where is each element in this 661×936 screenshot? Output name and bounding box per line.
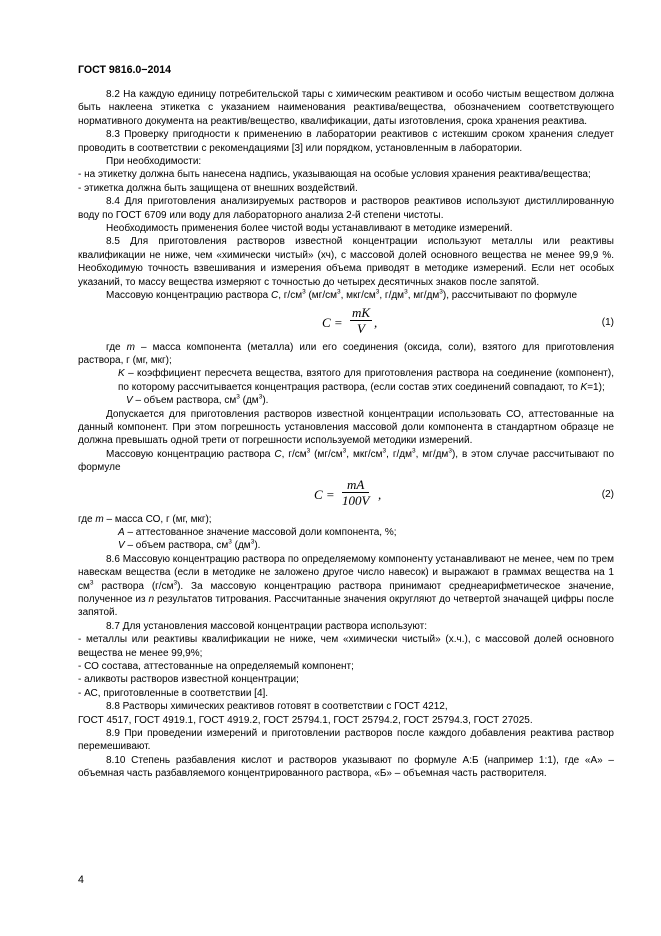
formula-lhs: C = bbox=[314, 486, 335, 502]
document-body bbox=[78, 88, 614, 781]
definition-a: A – аттестованное значение массовой доли компонента, %; bbox=[118, 526, 397, 538]
equation-number: (2) bbox=[601, 488, 614, 500]
formula-1: C = $\frac{mK}{V}$ , (1) bbox=[322, 304, 614, 336]
formula-lhs: C = bbox=[322, 314, 343, 330]
formula-numerator: mA bbox=[342, 477, 369, 493]
definition-v: V – объем раствора, $см^3$ $(дм^3)$. bbox=[118, 539, 261, 552]
formula-2: C = $\frac{mA}{100V}$ , (2) bbox=[314, 476, 614, 508]
list-item: - этикетка должна быть защищена от внешних воздействий. bbox=[78, 182, 358, 194]
formula-denominator: 100V bbox=[342, 492, 370, 508]
definition-m: где m – масса СО, г (мг, мкг); bbox=[78, 513, 212, 525]
paragraph-formula2-intro: Массовую концентрацию раствора C, $г/см^3$ ($мг/см^3$, мкг/$см^3$, $г/дм^3$, $мг/дм^3$), в этом случае рассчитывают по формуле bbox=[78, 447, 615, 474]
paragraph-8-8: 8.8 Растворы химических реактивов готовят в соответствии с ГОСТ 4212, bbox=[106, 701, 448, 713]
formula-denominator: V bbox=[357, 320, 365, 336]
formula-numerator: mK bbox=[352, 304, 371, 320]
definition-m: где m – масса компонента (металла) или его соединения (оксида, соли), взятого для приготовления раствора, г (мг, мкг); bbox=[78, 341, 614, 366]
paragraph-8-6: 8.6 Массовую концентрацию раствора по определяемому компоненту устанавливают не менее, чем по трем навескам вещества (если в методике не заложено другое число навесок) и выражают в граммах вещества на 1 $см^3$ раствора $(г/см^3)$. За массовую концентрацию раствора принимают среднеарифметическое значение, полученное из n результатов титрования. Рассчитанные значения округляют до четвертой значащей цифры после запятой. bbox=[78, 553, 614, 619]
paragraph-if-needed: При необходимости: bbox=[106, 156, 202, 168]
list-item: - АС, приготовленные в соответствии [4]. bbox=[78, 687, 269, 699]
paragraph-8-9: 8.9 При проведении измерений и приготовлении растворов после каждого добавления реактива раствор перемешивают. bbox=[78, 728, 614, 753]
definition-k: K – коэффициент пересчета вещества, взятого для приготовления раствора на соединение (компонент), по которому рассчитывается концентрация раствора, (если состав этих соединений совпадают, то K=1); bbox=[118, 368, 614, 393]
list-item: - металлы или реактивы квалификации не ниже, чем «химически чистый» (х.ч.), с массовой долей основного вещества не менее 99,9%; bbox=[78, 634, 614, 659]
equation-number: (1) bbox=[601, 316, 614, 328]
list-item: - аликвоты растворов известной концентрации; bbox=[78, 674, 299, 686]
paragraph-8-3: 8.3 Проверку пригодности к применению в лаборатории реактивов с истекшим сроком хранения следует проводить в соответствии с рекомендациями [3] или порядком, установленным в лаборатории. bbox=[78, 129, 614, 154]
definition-v: V – объем раствора, $см^3$ $(дм^3)$. bbox=[126, 393, 269, 407]
paragraph-reference-material: Допускается для приготовления растворов известной концентрации использовать СО, аттестованные на данный компонент. При этом погрешность установления массовой доли компонента в стандартном образце не должна превышать одной трети от погрешности используемой методики измерений. bbox=[78, 408, 614, 447]
paragraph-standards-list: ГОСТ 4517, ГОСТ 4919.1, ГОСТ 4919.2, ГОСТ 25794.1, ГОСТ 25794.2, ГОСТ 25794.3, ГОСТ 27025. bbox=[78, 714, 533, 726]
paragraph-8-5: 8.5 Для приготовления растворов известной концентрации используют металлы или реактивы квалификации не ниже, чем «химически чистый» (хч), с массовой долей основного вещества не менее 99,9 %. Необходимую точность взвешивания и измерения объема приводят в методике измерений. Если нет особых указаний, то массу вещества измеряют с точностью до четырех десятичных знаков после запятой. bbox=[78, 236, 614, 288]
paragraph-8-7: 8.7 Для установления массовой концентрации раствора используют: bbox=[106, 620, 428, 632]
paragraph-purer-water: Необходимость применения более чистой воды устанавливают в методике измерений. bbox=[106, 223, 513, 235]
paragraph-8-10: 8.10 Степень разбавления кислот и растворов указывают по формуле А:Б (например 1:1), где «А» – объемная часть разбавляемого концентрированного раствора, «Б» – объемная часть растворителя. bbox=[78, 754, 614, 780]
page-number: 4 bbox=[78, 874, 84, 886]
paragraph-8-4: 8.4 Для приготовления анализируемых растворов и растворов реактивов используют дистиллированную воду по ГОСТ 6709 или воду для лабораторного анализа 2-й степени чистоты. bbox=[78, 196, 614, 221]
list-item: - СО состава, аттестованные на определяемый компонент; bbox=[78, 661, 354, 673]
list-item: - на этикетку должна быть нанесена надпись, указывающая на особые условия хранения реактива/вещества; bbox=[78, 169, 591, 181]
paragraph-8-2: 8.2 На каждую единицу потребительской тары с химическим реактивом и особо чистым веществом должна быть наклеена этикетка с указанием наименования реактива/вещества, обозначением соответствующего нормативного документа на реактив/вещество, квалификации, даты изготовления, срока хранения реактива. bbox=[78, 89, 614, 127]
standard-title: ГОСТ 9816.0−2014 bbox=[78, 64, 172, 76]
paragraph-formula1-intro: Массовую концентрацию раствора C, $г/см^3$ ($мг/см^3$, мкг/$см^3$, $г/дм^3$, $мг/дм^3$), рассчитывают по формуле bbox=[106, 288, 578, 302]
